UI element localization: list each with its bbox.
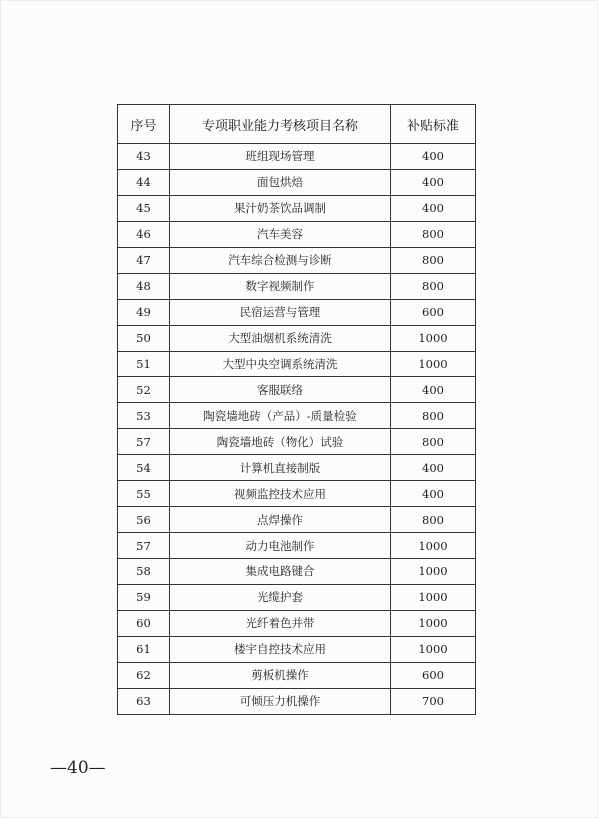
table-row xyxy=(118,403,476,429)
table-row xyxy=(118,636,476,662)
cell-subsidy: 1000 xyxy=(391,559,476,585)
subsidy-table xyxy=(117,104,476,715)
cell-subsidy: 1000 xyxy=(391,636,476,662)
cell-serial: 50 xyxy=(118,325,170,351)
cell-project-name: 光缆护套 xyxy=(170,584,391,610)
cell-subsidy: 1000 xyxy=(391,351,476,377)
cell-serial: 48 xyxy=(118,273,170,299)
cell-subsidy: 400 xyxy=(391,377,476,403)
table-row xyxy=(118,429,476,455)
table-body xyxy=(118,144,476,715)
table-row xyxy=(118,688,476,714)
cell-subsidy: 400 xyxy=(391,455,476,481)
table-row xyxy=(118,325,476,351)
cell-project-name: 点焊操作 xyxy=(170,507,391,533)
cell-subsidy: 800 xyxy=(391,247,476,273)
cell-project-name: 果汁奶茶饮品调制 xyxy=(170,195,391,221)
cell-subsidy: 800 xyxy=(391,429,476,455)
cell-subsidy: 1000 xyxy=(391,584,476,610)
cell-subsidy: 800 xyxy=(391,507,476,533)
table-row xyxy=(118,221,476,247)
table-header-row xyxy=(118,105,476,144)
cell-serial: 43 xyxy=(118,144,170,170)
cell-serial: 61 xyxy=(118,636,170,662)
cell-subsidy: 1000 xyxy=(391,325,476,351)
table-row xyxy=(118,533,476,559)
cell-serial: 45 xyxy=(118,195,170,221)
cell-project-name: 光纤着色并带 xyxy=(170,610,391,636)
table-row xyxy=(118,455,476,481)
cell-subsidy: 800 xyxy=(391,403,476,429)
table-row xyxy=(118,584,476,610)
table-row xyxy=(118,351,476,377)
cell-subsidy: 800 xyxy=(391,221,476,247)
cell-project-name: 汽车综合检测与诊断 xyxy=(170,247,391,273)
cell-serial: 63 xyxy=(118,688,170,714)
cell-serial: 47 xyxy=(118,247,170,273)
cell-project-name: 民宿运营与管理 xyxy=(170,299,391,325)
cell-serial: 58 xyxy=(118,559,170,585)
cell-serial: 60 xyxy=(118,610,170,636)
table-row xyxy=(118,559,476,585)
cell-subsidy: 400 xyxy=(391,169,476,195)
cell-project-name: 剪板机操作 xyxy=(170,662,391,688)
cell-serial: 59 xyxy=(118,584,170,610)
cell-project-name: 楼宇自控技术应用 xyxy=(170,636,391,662)
table-row xyxy=(118,377,476,403)
header-serial: 序号 xyxy=(118,105,170,144)
header-subsidy: 补贴标准 xyxy=(391,105,476,144)
cell-subsidy: 700 xyxy=(391,688,476,714)
cell-project-name: 计算机直接制版 xyxy=(170,455,391,481)
page-number: —40— xyxy=(50,758,106,778)
cell-subsidy: 800 xyxy=(391,273,476,299)
cell-project-name: 动力电池制作 xyxy=(170,533,391,559)
cell-serial: 55 xyxy=(118,481,170,507)
cell-serial: 52 xyxy=(118,377,170,403)
table-row xyxy=(118,481,476,507)
table-row xyxy=(118,507,476,533)
cell-serial: 56 xyxy=(118,507,170,533)
cell-project-name: 大型油烟机系统清洗 xyxy=(170,325,391,351)
cell-project-name: 汽车美容 xyxy=(170,221,391,247)
cell-project-name: 面包烘焙 xyxy=(170,169,391,195)
cell-subsidy: 400 xyxy=(391,481,476,507)
cell-serial: 57 xyxy=(118,533,170,559)
cell-subsidy: 1000 xyxy=(391,610,476,636)
table-row xyxy=(118,247,476,273)
cell-project-name: 可倾压力机操作 xyxy=(170,688,391,714)
cell-serial: 46 xyxy=(118,221,170,247)
cell-project-name: 客服联络 xyxy=(170,377,391,403)
cell-subsidy: 400 xyxy=(391,144,476,170)
cell-serial: 62 xyxy=(118,662,170,688)
table-row xyxy=(118,195,476,221)
table-row xyxy=(118,662,476,688)
cell-serial: 44 xyxy=(118,169,170,195)
cell-subsidy: 1000 xyxy=(391,533,476,559)
cell-project-name: 班组现场管理 xyxy=(170,144,391,170)
table-row xyxy=(118,273,476,299)
cell-serial: 54 xyxy=(118,455,170,481)
cell-subsidy: 600 xyxy=(391,299,476,325)
cell-project-name: 陶瓷墙地砖（物化）试验 xyxy=(170,429,391,455)
cell-serial: 53 xyxy=(118,403,170,429)
cell-project-name: 大型中央空调系统清洗 xyxy=(170,351,391,377)
header-project-name: 专项职业能力考核项目名称 xyxy=(170,105,391,144)
table-row xyxy=(118,610,476,636)
cell-project-name: 陶瓷墙地砖（产品）-质量检验 xyxy=(170,403,391,429)
cell-project-name: 数字视频制作 xyxy=(170,273,391,299)
cell-serial: 49 xyxy=(118,299,170,325)
table-row xyxy=(118,144,476,170)
cell-subsidy: 600 xyxy=(391,662,476,688)
table-row xyxy=(118,169,476,195)
table-row xyxy=(118,299,476,325)
cell-serial: 57 xyxy=(118,429,170,455)
cell-project-name: 集成电路键合 xyxy=(170,559,391,585)
cell-project-name: 视频监控技术应用 xyxy=(170,481,391,507)
cell-serial: 51 xyxy=(118,351,170,377)
cell-subsidy: 400 xyxy=(391,195,476,221)
